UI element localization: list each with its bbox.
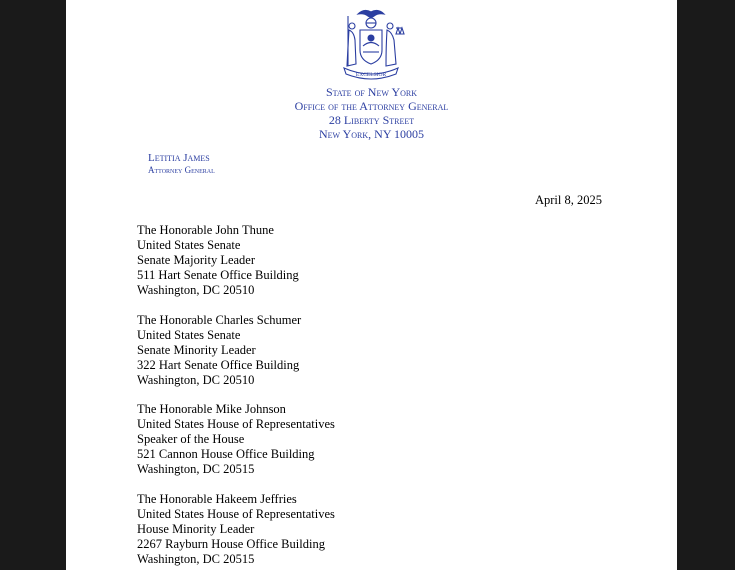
recipient-name: The Honorable Mike Johnson [137, 402, 286, 416]
recipient-chamber: United States House of Representatives [137, 506, 335, 521]
letter-date: April 8, 2025 [534, 193, 602, 207]
recipient-role: Senate Minority Leader [137, 342, 256, 357]
letterhead [66, 85, 677, 141]
recipient-city: Washington, DC 20510 [137, 372, 255, 387]
recipient-chamber: United States House of Representatives [137, 417, 335, 431]
recipient-name: The Honorable Charles Schumer [137, 312, 302, 327]
document-page [66, 0, 677, 570]
recipient-office: 2267 Rayburn House Office Building [137, 536, 325, 551]
recipient-addresses [137, 223, 335, 570]
recipient-chamber: United States Senate [137, 238, 241, 252]
letterhead-line-street: 28 Liberty Street [328, 113, 415, 127]
recipient-city: Washington, DC 20510 [137, 283, 255, 297]
recipient-address-block [137, 492, 335, 567]
attorney-general-title: Attorney General [148, 165, 215, 175]
recipient-city: Washington, DC 20515 [137, 551, 255, 566]
letterhead-line-office: Office of the Attorney General [294, 99, 449, 113]
recipient-role: Senate Majority Leader [137, 253, 256, 267]
recipient-role: Speaker of the House [137, 432, 245, 446]
recipient-address-block [137, 313, 335, 388]
recipient-office: 521 Cannon House Office Building [137, 447, 315, 461]
recipient-role: House Minority Leader [137, 521, 255, 536]
recipient-office: 322 Hart Senate Office Building [137, 357, 300, 372]
new-york-state-seal-icon [330, 6, 412, 82]
recipient-address-block [137, 223, 335, 298]
recipient-name: The Honorable John Thune [137, 223, 274, 237]
attorney-general-name: Letitia James [148, 152, 210, 164]
recipient-name: The Honorable Hakeem Jeffries [137, 491, 297, 506]
recipient-office: 511 Hart Senate Office Building [137, 268, 299, 282]
letterhead-line-state: State of New York [325, 85, 418, 99]
seal-motto: EXCELSIOR [355, 72, 387, 78]
recipient-chamber: United States Senate [137, 327, 241, 342]
letterhead-line-city: New York, NY 10005 [318, 127, 425, 141]
recipient-city: Washington, DC 20515 [137, 462, 255, 476]
recipient-address-block [137, 402, 335, 477]
attorney-general-signature-block [148, 152, 215, 176]
